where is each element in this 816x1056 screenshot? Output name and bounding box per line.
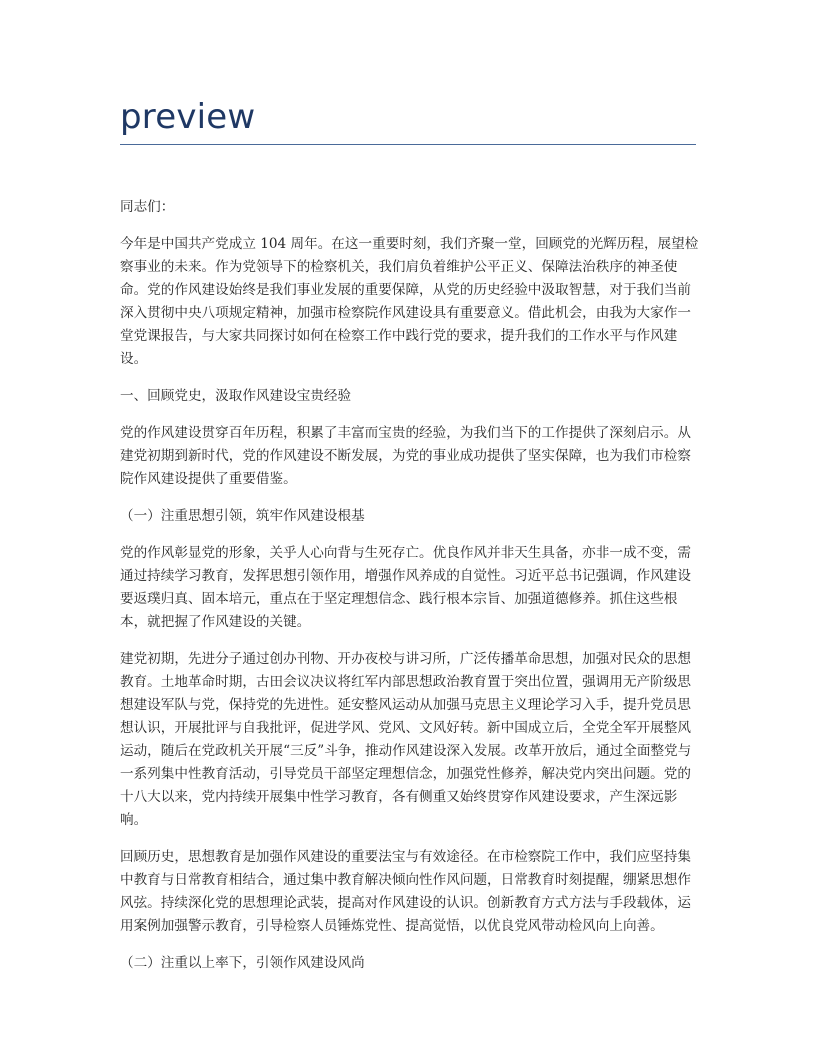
body-paragraph: 建党初期，先进分子通过创办刊物、开办夜校与讲习所，广泛传播革命思想，加强对民众的思想教育。土地革命时期，古田会议决议将红军内部思想政治教育置于突出位置，强调用无产阶级思想建设军队与党，保持党的先进性。延安整风运动从加强马克思主义理论学习入手，提升党员思想认识，开展批评与自我批评，促进学风、党风、文风好转。新中国成立后，全党全军开展整风运动，随后在党政机关开展“三反”斗争，推动作风建设深入发展。改革开放后，通过全面整党与一系列集中性教育活动，引导党员干部坚定理想信念，加强党性修养，解决党内突出问题。党的十八大以来，党内持续开展集中性学习教育，各有侧重又始终贯穿作风建设要求，产生深远影响。 bbox=[120, 651, 692, 828]
salutation: 同志们： bbox=[120, 199, 175, 215]
section-heading: 一、回顾党史，汲取作风建设宝贵经验 bbox=[120, 388, 352, 404]
body-paragraph: 今年是中国共产党成立 104 周年。在这一重要时刻，我们齐聚一堂，回顾党的光辉历程，展望检察事业的未来。作为党领导下的检察机关，我们肩负着维护公平正义、保障法治秩序的神圣使命。党的作风建设始终是我们事业发展的重要保障，从党的历史经验中汲取智慧，对于我们当前深入贯彻中央八项规定精神，加强市检察院作风建设具有重要意义。借此机会，由我为大家作一堂党课报告，与大家共同探讨如何在检察工作中践行党的要求，提升我们的工作水平与作风建设。 bbox=[120, 236, 699, 367]
document-title: preview bbox=[120, 97, 256, 137]
body-paragraph: 党的作风建设贯穿百年历程，积累了丰富而宝贵的经验，为我们当下的工作提供了深刻启示。从建党初期到新时代，党的作风建设不断发展，为党的事业成功提供了坚实保障，也为我们市检察院作风建设提供了重要借鉴。 bbox=[120, 425, 691, 487]
title-divider bbox=[120, 144, 696, 145]
body-paragraph: 党的作风彰显党的形象，关乎人心向背与生死存亡。优良作风并非天生具备，亦非一成不变，需通过持续学习教育，发挥思想引领作用，增强作风养成的自觉性。习近平总书记强调，作风建设要返璞归真、固本培元，重点在于坚定理想信念、践行根本宗旨、加强道德修养。抓住这些根本，就把握了作风建设的关键。 bbox=[120, 545, 691, 630]
subsection-heading: （二）注重以上率下，引领作风建设风尚 bbox=[120, 955, 365, 971]
body-paragraph: 回顾历史，思想教育是加强作风建设的重要法宝与有效途径。在市检察院工作中，我们应坚持集中教育与日常教育相结合，通过集中教育解决倾向性作风问题，日常教育时刻提醒，绷紧思想作风弦。持续深化党的思想理论武装，提高对作风建设的认识。创新教育方式方法与手段载体，运用案例加强警示教育，引导检察人员锤炼党性、提高觉悟，以优良党风带动检风向上向善。 bbox=[120, 849, 691, 934]
subsection-heading: （一）注重思想引领，筑牢作风建设根基 bbox=[120, 508, 365, 524]
document-body bbox=[120, 196, 700, 989]
